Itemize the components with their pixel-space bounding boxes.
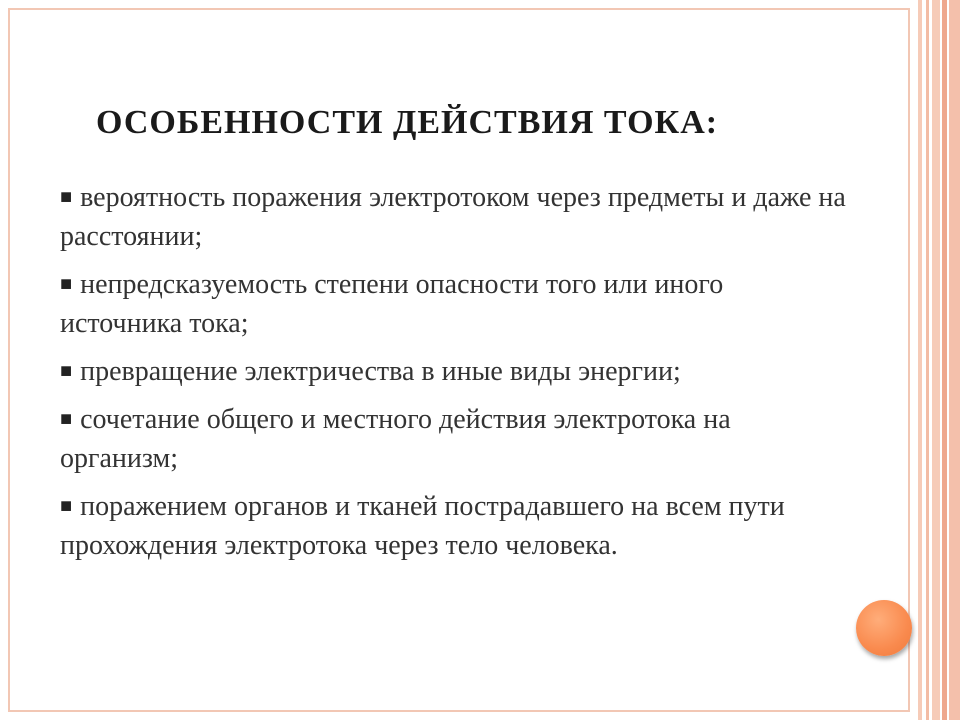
stripe: [926, 0, 929, 720]
slide-title: ОСОБЕННОСТИ ДЕЙСТВИЯ ТОКА:: [96, 104, 719, 141]
list-item-text: превращение электричества в иные виды энергии;: [80, 356, 681, 387]
list-item-text: поражением органов и тканей пострадавшего на всем пути прохождения электротока через тело человека.: [60, 491, 785, 561]
square-bullet-icon: ■: [60, 186, 73, 208]
list-item: [60, 265, 850, 343]
stripe: [949, 0, 960, 720]
square-bullet-icon: ■: [60, 495, 73, 517]
stripe: [918, 0, 922, 720]
orange-circle-decoration: [856, 600, 912, 656]
square-bullet-icon: ■: [60, 360, 73, 382]
bullet-list: [60, 178, 850, 574]
list-item: [60, 487, 850, 565]
square-bullet-icon: ■: [60, 273, 73, 295]
square-bullet-icon: ■: [60, 408, 73, 430]
list-item: [60, 400, 850, 478]
list-item-text: непредсказуемость степени опасности того или иного источника тока;: [60, 269, 724, 339]
list-item: [60, 352, 850, 391]
stripe: [942, 0, 947, 720]
list-item-text: сочетание общего и местного действия электротока на организм;: [60, 404, 731, 474]
list-item: [60, 178, 850, 256]
list-item-text: вероятность поражения электротоком через предметы и даже на расстоянии;: [60, 182, 846, 252]
stripe: [932, 0, 940, 720]
decorative-stripes: [918, 0, 960, 720]
